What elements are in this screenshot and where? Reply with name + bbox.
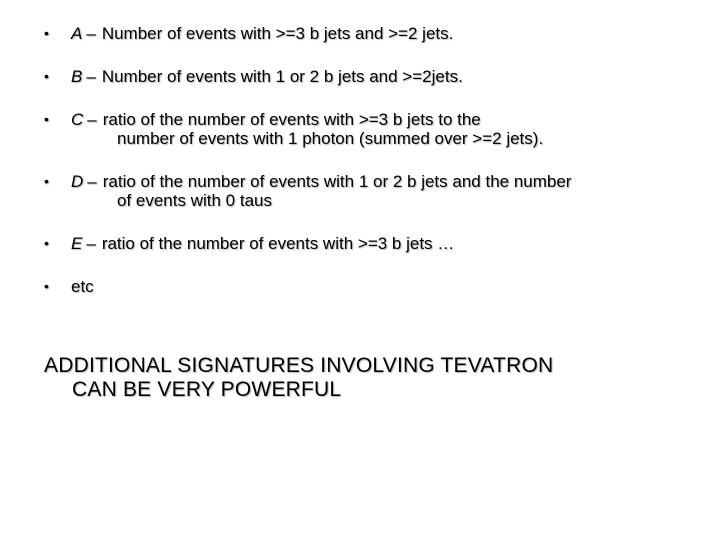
list-item-a xyxy=(44,24,704,43)
item-line-continued: number of events with 1 photon (summed over >=2 jets). xyxy=(117,129,544,148)
item-key: E xyxy=(71,234,83,253)
list-item-c xyxy=(44,110,704,148)
item-line xyxy=(71,234,704,253)
item-line-continued: of events with 0 taus xyxy=(117,191,272,210)
list-item-e xyxy=(44,234,704,253)
item-text: etc xyxy=(71,277,94,296)
item-separator: – xyxy=(86,24,96,43)
bullet-icon: • xyxy=(44,111,49,127)
closing-line-continued: CAN BE VERY POWERFUL xyxy=(72,378,342,401)
item-text: Number of events with 1 or 2 b jets and >=2jets. xyxy=(101,67,463,86)
bullet-icon: • xyxy=(44,173,49,189)
item-separator: – xyxy=(87,172,97,191)
item-separator: – xyxy=(87,110,97,129)
list-item-etc xyxy=(44,277,704,296)
bullet-list xyxy=(44,24,704,296)
list-item-b xyxy=(44,67,704,86)
item-line xyxy=(71,172,704,191)
item-text: Number of events with >=3 b jets and >=2 jets. xyxy=(101,24,454,43)
closing-line: ADDITIONAL SIGNATURES INVOLVING TEVATRON xyxy=(44,354,554,377)
bullet-icon: • xyxy=(44,235,49,251)
item-text: ratio of the number of events with 1 or 2 b jets and the number xyxy=(102,172,572,191)
item-key: A xyxy=(71,24,83,43)
item-line xyxy=(71,24,704,43)
bullet-icon: • xyxy=(44,278,49,294)
item-line xyxy=(71,67,704,86)
closing-statement xyxy=(44,354,684,402)
item-line xyxy=(71,110,704,129)
bullet-icon: • xyxy=(44,25,49,41)
item-separator: – xyxy=(86,234,96,253)
item-key: B xyxy=(71,67,83,86)
item-key: D xyxy=(71,172,84,191)
item-separator: – xyxy=(86,67,96,86)
bullet-icon: • xyxy=(44,68,49,84)
list-item-d xyxy=(44,172,704,210)
item-text: ratio of the number of events with >=3 b jets to the xyxy=(102,110,481,129)
item-key: C xyxy=(71,110,84,129)
item-text: ratio of the number of events with >=3 b jets … xyxy=(101,234,455,253)
